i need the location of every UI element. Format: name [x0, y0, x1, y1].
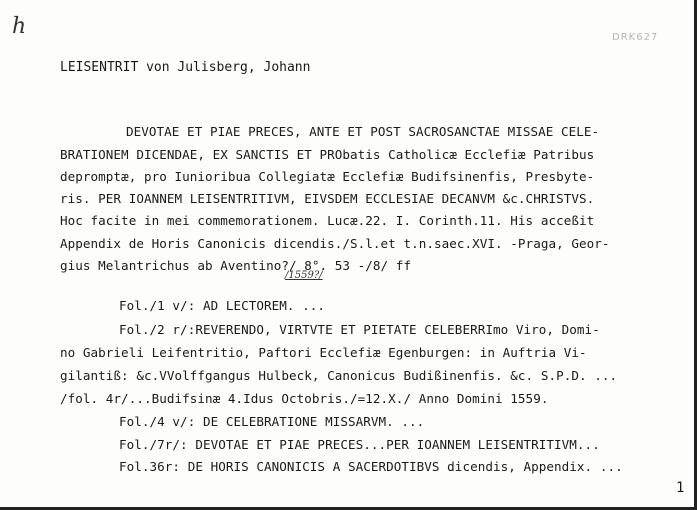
- folio-line: Fol./7r/: DEVOTAE ET PIAE PRECES...PER IOANNEM LEISENTRITIVM...: [119, 437, 600, 452]
- folio-line: no Gabrieli Leifentritio, Paftori Ecclefiæ Egenburgen: in Auftria Vi-: [60, 345, 587, 360]
- title-line: DEVOTAE ET PIAE PRECES, ANTE ET POST SACROSANCTAE MISSAE CELE-: [126, 124, 600, 139]
- handwritten-mark: h: [12, 14, 27, 39]
- title-line: ris. PER IOANNEM LEISENTRITIVM, EIVSDEM ECCLESIAE DECANVM &c.CHRISTVS.: [60, 191, 595, 206]
- title-line: Hoc facite in mei commemorationem. Lucæ.22. I. Corinth.11. His acceßit: [60, 213, 595, 228]
- folio-line: /fol. 4r/...Budifsinæ 4.Idus Octobris./=12.X./ Anno Domini 1559.: [60, 391, 549, 406]
- folio-line: Fol./1 v/: AD LECTOREM. ...: [119, 298, 326, 313]
- title-line: depromptæ, pro Iunioribua Collegiatæ Ecclefiæ Budifsinenfis, Presbyte-: [60, 169, 595, 184]
- faded-stamp: DRK627: [612, 32, 659, 43]
- folio-line: Fol.36r: DE HORIS CANONICIS A SACERDOTIBVS dicendis, Appendix. ...: [119, 459, 623, 474]
- author-heading: LEISENTRIT von Julisberg, Johann: [60, 60, 311, 75]
- handwritten-date-note: /1559?/: [285, 270, 323, 281]
- title-line: gius Melantrichus ab Aventino?/ 8°. 53 -/8/ ff: [60, 258, 412, 273]
- folio-line: gilantiß: &c.VVolffgangus Hulbeck, Canonicus Budißinenfis. &c. S.P.D. ...: [60, 368, 618, 383]
- title-line: Appendix de Horis Canonicis dicendis./S.l.et t.n.saec.XVI. -Praga, Geor-: [60, 236, 610, 251]
- page-number: 1: [676, 480, 685, 496]
- folio-line: Fol./4 v/: DE CELEBRATIONE MISSARVM. ...: [119, 414, 425, 429]
- title-line: BRATIONEM DICENDAE, EX SANCTIS ET PRObatis Catholicæ Ecclefiæ Patribus: [60, 147, 595, 162]
- folio-line: Fol./2 r/:REVERENDO, VIRTVTE ET PIETATE CELEBERRImo Viro, Domi-: [119, 322, 600, 337]
